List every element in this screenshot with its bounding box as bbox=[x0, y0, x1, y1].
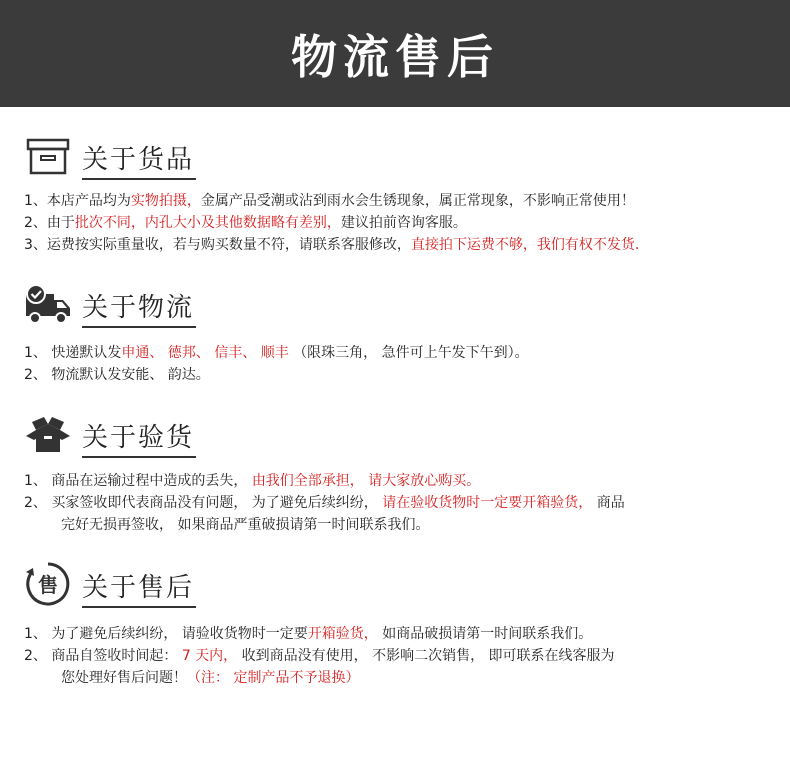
section-title: 关于售后 bbox=[82, 573, 195, 603]
list-item: 2、 物流默认发安能、 韵达。 bbox=[24, 367, 210, 383]
section-body bbox=[24, 623, 784, 689]
after-sale-icon bbox=[24, 560, 72, 608]
section-body bbox=[24, 342, 784, 386]
list-item: 完好无损再签收， 如果商品严重破损请第一时间联系我们。 bbox=[61, 517, 430, 533]
page-title: 物流售后 bbox=[291, 29, 499, 84]
section-body bbox=[24, 190, 784, 256]
list-item: 1、 快递默认发申通、 德邦、 信丰、 顺丰 （限珠三角， 急件可上午发下午到）。 bbox=[24, 345, 529, 361]
open-box-icon bbox=[24, 410, 72, 458]
list-item: 2、由于批次不同，内孔大小及其他数据略有差别，建议拍前咨询客服。 bbox=[24, 215, 467, 231]
section-header bbox=[24, 410, 196, 458]
section-title: 关于验货 bbox=[82, 423, 195, 453]
list-item: 3、运费按实际重量收，若与购买数量不符，请联系客服修改，直接拍下运费不够，我们有权不发货. bbox=[24, 237, 640, 253]
after-sale-icon-char: 售 bbox=[38, 573, 58, 597]
header-banner bbox=[0, 0, 790, 107]
list-item: 2、 买家签收即代表商品没有问题， 为了避免后续纠纷， 请在验收货物时一定要开箱验货， 商品 bbox=[24, 495, 625, 511]
section-title: 关于货品 bbox=[82, 145, 195, 175]
list-item: 1、 为了避免后续纠纷， 请验收货物时一定要开箱验货， 如商品破损请第一时间联系我们。 bbox=[24, 626, 593, 642]
list-item: 1、 商品在运输过程中造成的丢失， 由我们全部承担， 请大家放心购买。 bbox=[24, 473, 481, 489]
section-header bbox=[24, 132, 196, 180]
section-header bbox=[24, 280, 196, 328]
list-item: 您处理好售后问题！（注： 定制产品不予退换） bbox=[61, 670, 360, 686]
section-title: 关于物流 bbox=[82, 293, 195, 323]
list-item: 1、本店产品均为实物拍摄，金属产品受潮或沾到雨水会生锈现象，属正常现象，不影响正常使用！ bbox=[24, 193, 635, 209]
section-header bbox=[24, 560, 196, 608]
list-item: 2、 商品自签收时间起： 7 天内， 收到商品没有使用， 不影响二次销售， 即可联系在线客服为 bbox=[24, 648, 615, 664]
box-icon bbox=[24, 132, 72, 180]
section-body bbox=[24, 470, 784, 536]
delivery-truck-icon bbox=[24, 280, 72, 328]
